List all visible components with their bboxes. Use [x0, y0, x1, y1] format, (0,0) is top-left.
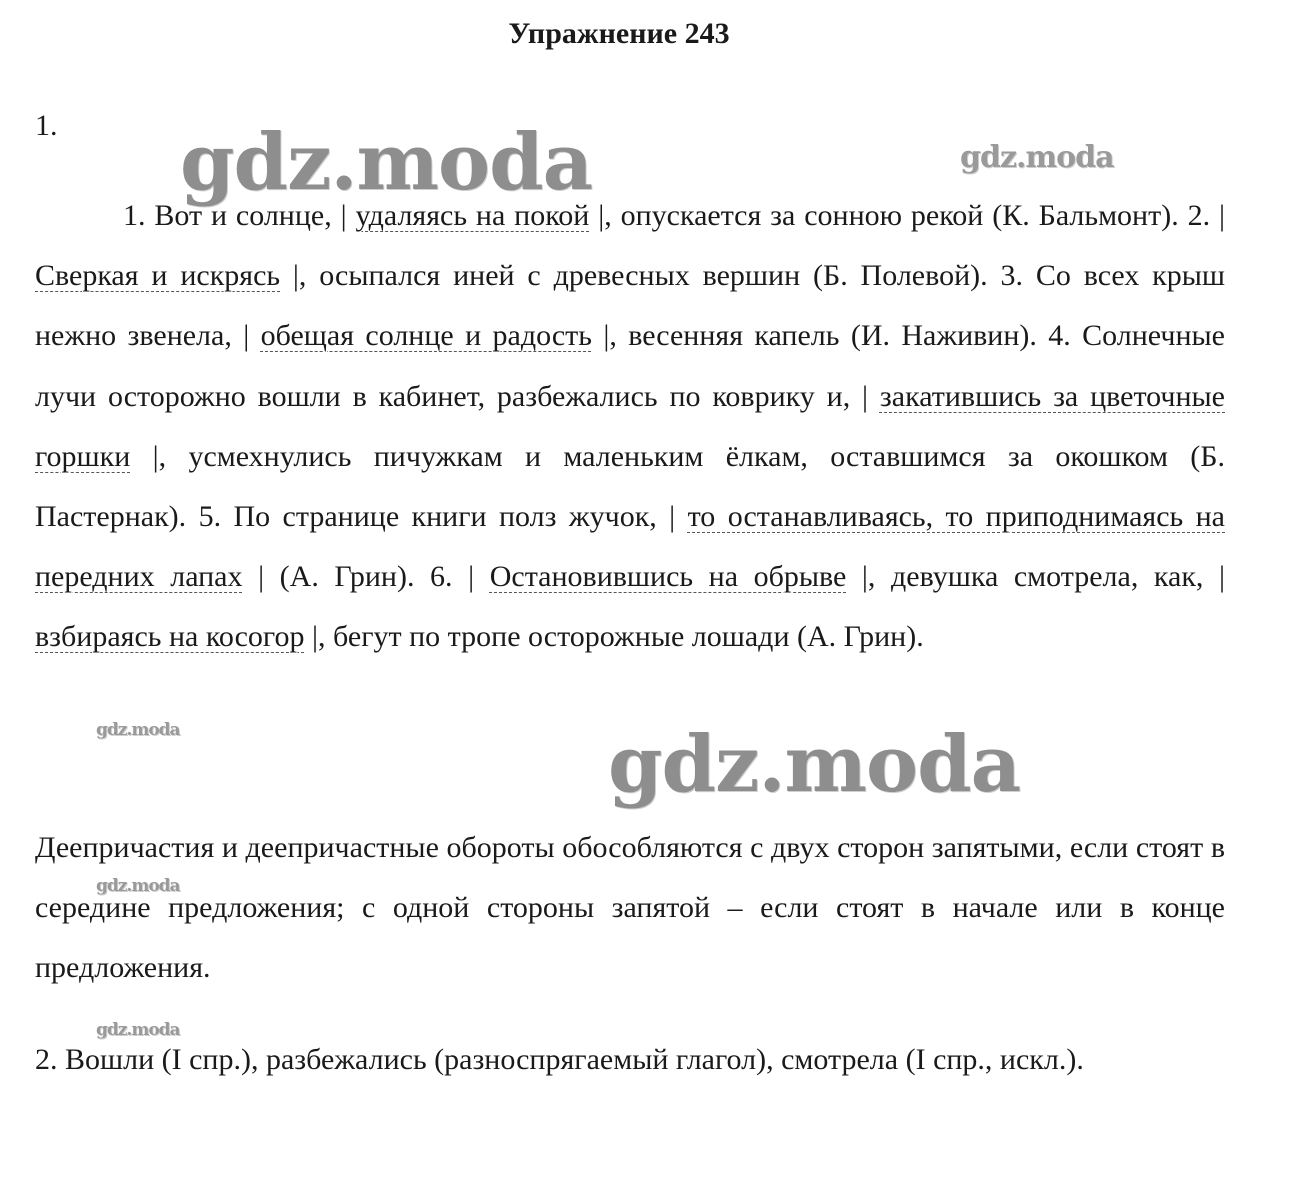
text-segment: 1. Вот и солнце, |: [123, 199, 356, 232]
rule-paragraph: Деепричастия и деепричастные обороты обособляются с двух сторон запятыми, если стоят в середине предложения; с одной стороны запятой – если стоят в начале или в конце предложения.: [35, 831, 1225, 985]
watermark: gdz.moda: [96, 720, 180, 740]
sentences-paragraph: [35, 186, 1225, 668]
participial-phrase: Остановившись на обрыве: [489, 560, 847, 594]
watermark: gdz.moda: [180, 117, 593, 208]
text-segment: | (А. Грин). 6. |: [242, 560, 490, 594]
participial-phrase: то останавливаясь, то приподнимаясь на передних лапах: [35, 500, 1225, 594]
text-segment: |, девушка смотрела, как, |: [846, 560, 1225, 594]
text-segment: |, бегут по тропе осторожные лошади (А. Грин).: [304, 620, 924, 654]
verbs-paragraph: 2. Вошли (I спр.), разбежались (разноспрягаемый глагол), смотрела (I спр., искл.).: [35, 1043, 1084, 1076]
text-segment: |, весенняя капель (И. Наживин). 4. Солнечные лучи осторожно вошли в кабинет, разбежались по коврику и, |: [35, 319, 1225, 413]
watermark: gdz.moda: [96, 876, 180, 896]
task-number: 1.: [35, 109, 58, 142]
participial-phrase: Сверкая и искрясь: [35, 259, 281, 293]
watermark: gdz.moda: [960, 140, 1114, 175]
exercise-title: Упражнение 243: [508, 17, 730, 50]
participial-phrase: взбираясь на косогор: [35, 620, 305, 654]
watermark: gdz.moda: [608, 719, 1021, 810]
participial-phrase: обещая солнце и радость: [260, 319, 592, 353]
watermark: gdz.moda: [96, 1020, 180, 1040]
text-segment: |, усмехнулись пичужкам и маленьким ёлкам, оставшимся за окошком (Б. Пастернак). 5. По странице книги полз жучок, |: [35, 439, 1225, 534]
participial-phrase: закатившись за цветочные горшки: [35, 379, 1225, 473]
text-segment: |, опускается за сонною рекой (К. Бальмонт). 2. |: [589, 199, 1225, 232]
text-segment: |, осыпался иней с древесных вершин (Б. Полевой). 3. Со всех крыш нежно звенела, |: [35, 259, 1225, 353]
participial-phrase: удаляясь на покой: [355, 199, 590, 232]
